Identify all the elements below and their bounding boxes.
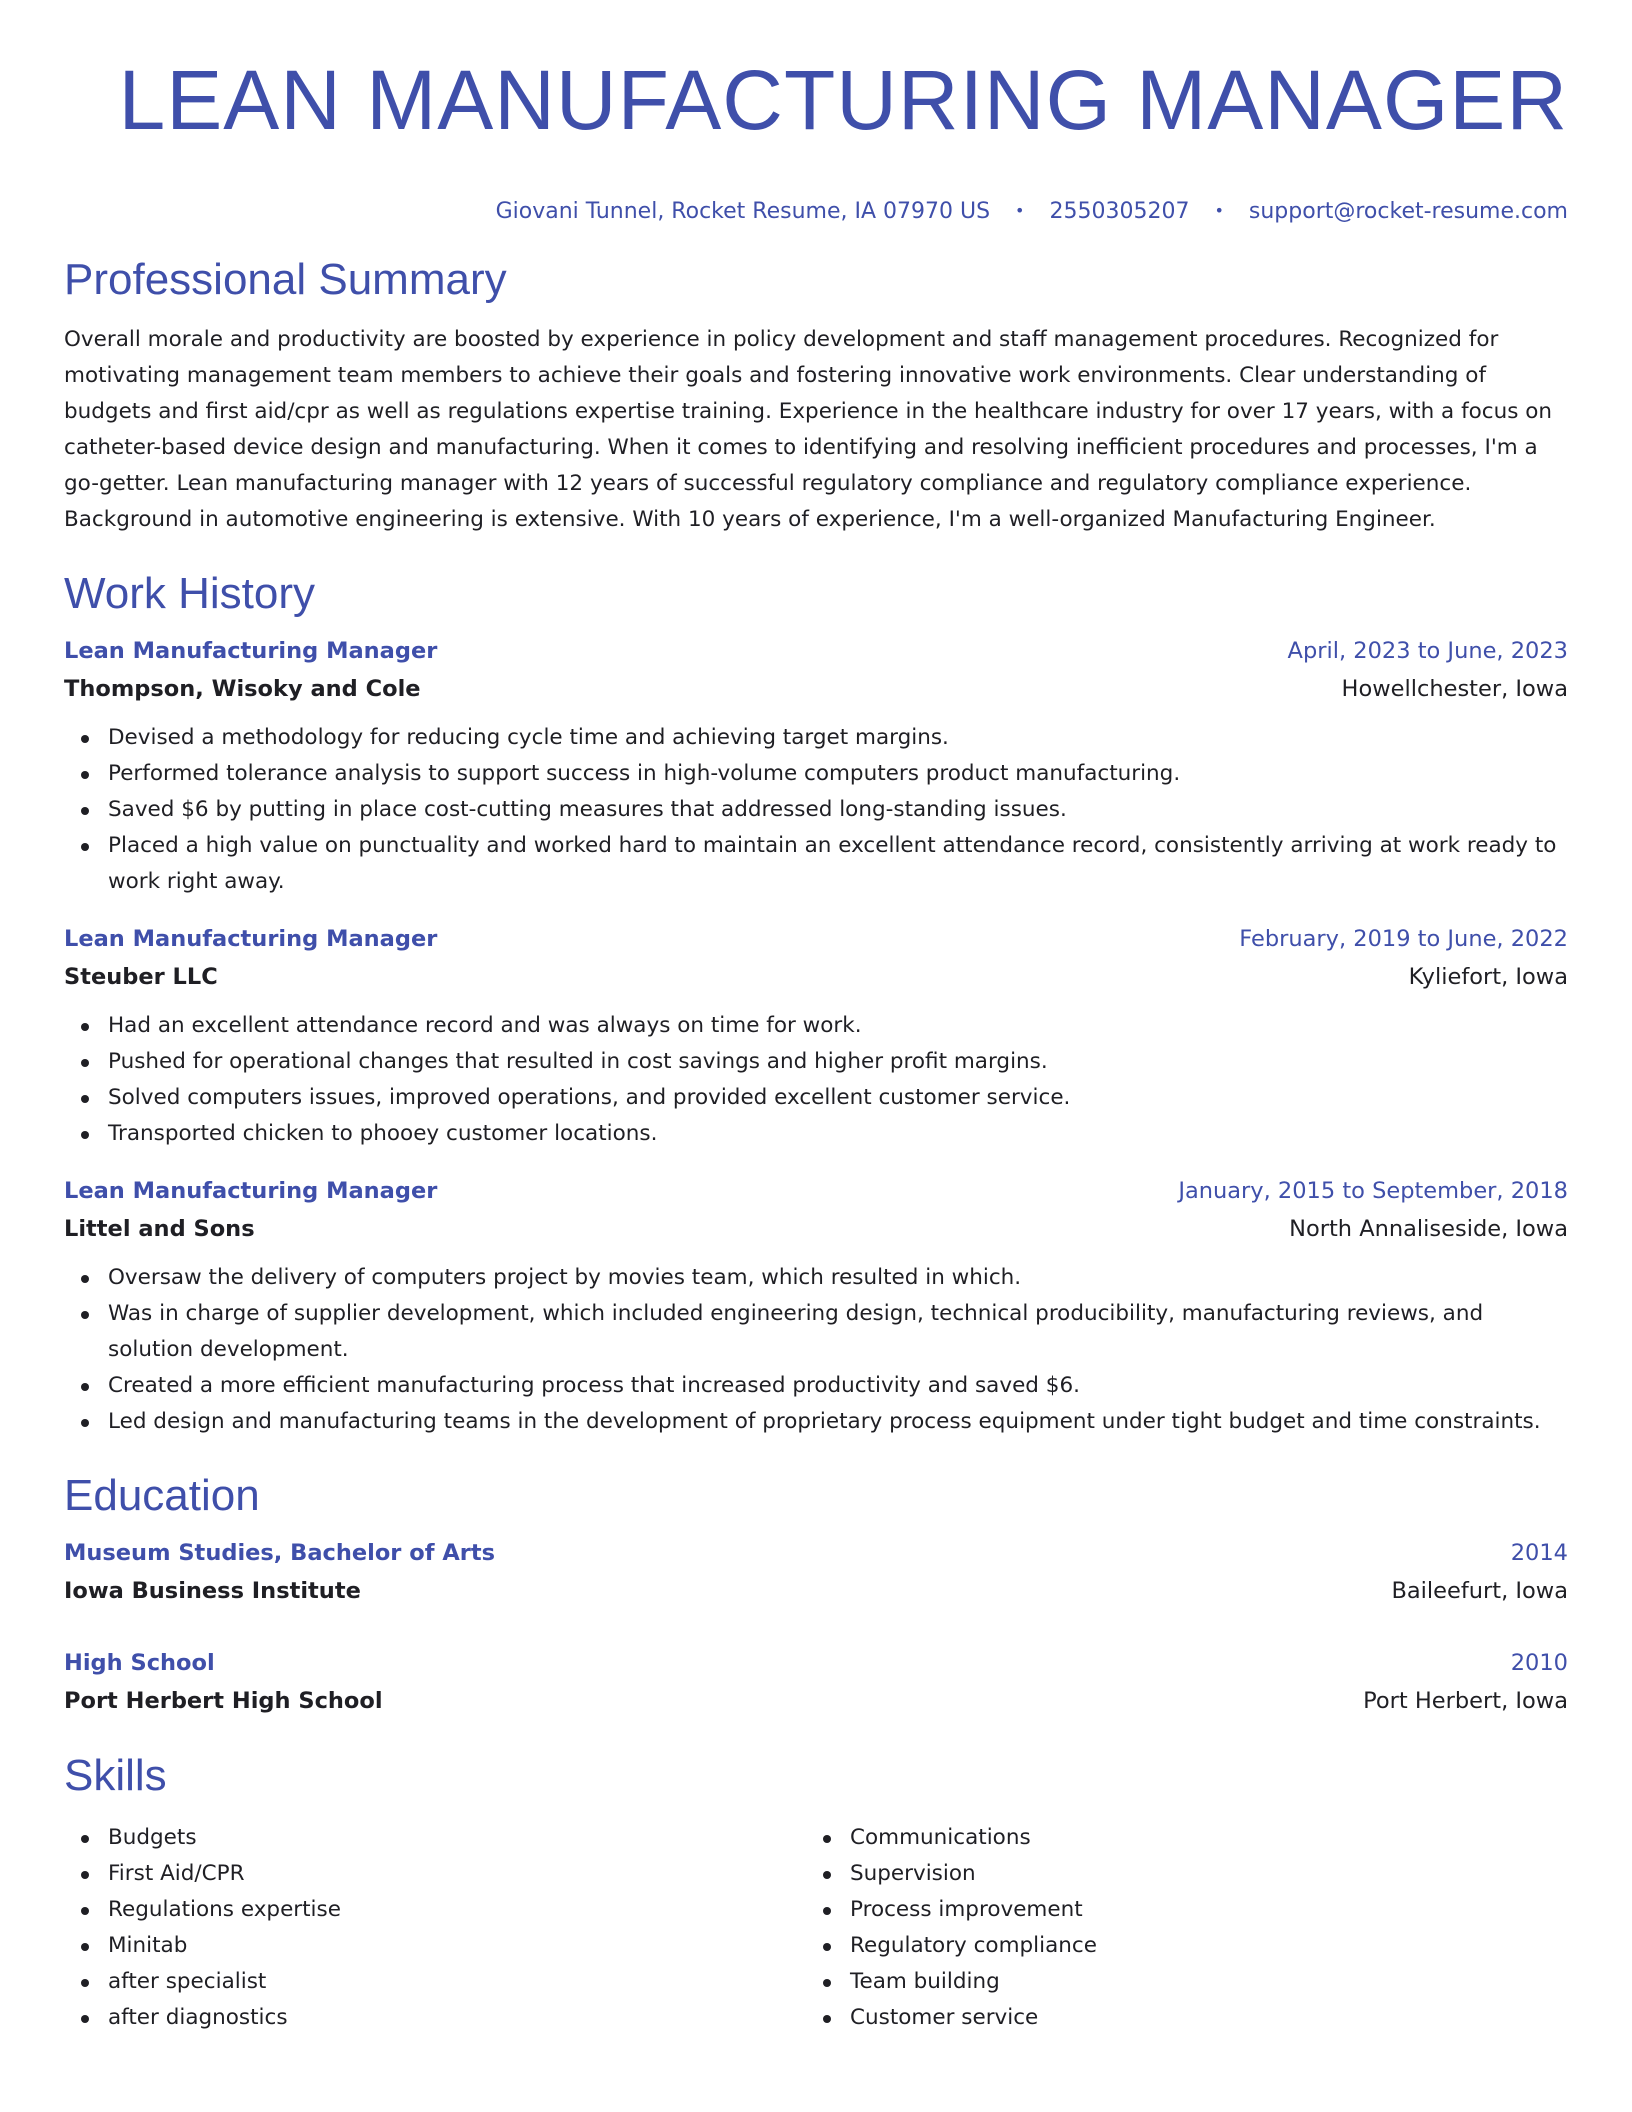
- education-degree: Museum Studies, Bachelor of Arts: [64, 1540, 495, 1566]
- education-location: Baileefurt, Iowa: [1391, 1578, 1568, 1604]
- job-company-row: [64, 1210, 1568, 1248]
- contact-email: support@rocket-resume.com: [1248, 199, 1568, 224]
- education-header-row: [64, 1534, 1568, 1572]
- job-dates: February, 2019 to June, 2022: [1239, 926, 1568, 952]
- list-item: Placed a high value on punctuality and worked hard to maintain an excellent attendance record, consistently arriving at work ready to work right away.: [64, 828, 1568, 900]
- education-year: 2010: [1510, 1650, 1568, 1676]
- skill-item: Communications: [806, 1820, 1548, 1856]
- summary-section: [64, 255, 1568, 538]
- list-item: Was in charge of supplier development, which included engineering design, technical producibility, manufacturing reviews, and solution development.: [64, 1296, 1568, 1368]
- job-company-row: [64, 958, 1568, 996]
- education-degree: High School: [64, 1650, 215, 1676]
- skill-item: Supervision: [806, 1856, 1548, 1892]
- summary-heading: Professional Summary: [64, 255, 507, 304]
- education-school-row: [64, 1572, 1568, 1610]
- skill-item: First Aid/CPR: [64, 1856, 806, 1892]
- education-entry: [64, 1644, 1568, 1720]
- skill-item: Regulations expertise: [64, 1892, 806, 1928]
- job-header-row: [64, 1172, 1568, 1210]
- skill-item: Process improvement: [806, 1892, 1548, 1928]
- list-item: Performed tolerance analysis to support success in high-volume computers product manufacturing.: [64, 756, 1568, 792]
- job-title: Lean Manufacturing Manager: [64, 638, 438, 664]
- job-entry: [64, 632, 1568, 900]
- education-heading: Education: [64, 1471, 260, 1520]
- job-company-row: [64, 670, 1568, 708]
- skills-section: [64, 1751, 1568, 2036]
- list-item: Solved computers issues, improved operations, and provided excellent customer service.: [64, 1080, 1568, 1116]
- skill-item: Team building: [806, 1964, 1548, 2000]
- skill-item: Minitab: [64, 1928, 806, 1964]
- education-header-row: [64, 1644, 1568, 1682]
- job-title: Lean Manufacturing Manager: [64, 1178, 438, 1204]
- skills-heading: Skills: [64, 1751, 167, 1800]
- education-school-row: [64, 1682, 1568, 1720]
- skills-column-left: [64, 1820, 806, 2036]
- resume-page: [64, 0, 1568, 2036]
- summary-text: Overall morale and productivity are boosted by experience in policy development and staff management procedures. Recognized for motivating management team members to achieve their goals and fostering innovative work environments. Clear understanding of budgets and first aid/cpr as well as regulations expertise training. Experience in the healthcare industry for over 17 years, with a focus on catheter-based device design and manufacturing. When it comes to identifying and resolving inefficient procedures and processes, I'm a go-getter. Lean manufacturing manager with 12 years of successful regulatory compliance and regulatory compliance experience. Background in automotive engineering is extensive. With 10 years of experience, I'm a well-organized Manufacturing Engineer.: [64, 327, 1553, 532]
- job-dates: April, 2023 to June, 2023: [1287, 638, 1568, 664]
- work-history-heading: Work History: [64, 569, 315, 618]
- education-school: Iowa Business Institute: [64, 1578, 361, 1604]
- job-dates: January, 2015 to September, 2018: [1178, 1178, 1568, 1204]
- job-location: Howellchester, Iowa: [1341, 676, 1568, 702]
- job-location: Kyliefort, Iowa: [1408, 964, 1568, 990]
- skill-item: after diagnostics: [64, 2000, 806, 2036]
- skill-item: Budgets: [64, 1820, 806, 1856]
- job-entry: [64, 1172, 1568, 1440]
- job-company: Thompson, Wisoky and Cole: [64, 676, 421, 702]
- skills-column-right: [806, 1820, 1548, 2036]
- education-entry: [64, 1534, 1568, 1610]
- education-school: Port Herbert High School: [64, 1688, 383, 1714]
- separator-dot-icon: •: [1214, 201, 1224, 220]
- skill-item: Regulatory compliance: [806, 1928, 1548, 1964]
- education-section: [64, 1471, 1568, 1720]
- job-bullets: [64, 1008, 1568, 1152]
- list-item: Pushed for operational changes that resulted in cost savings and higher profit margins.: [64, 1044, 1568, 1080]
- contact-phone: 2550305207: [1049, 199, 1190, 224]
- list-item: Created a more efficient manufacturing process that increased productivity and saved $6.: [64, 1368, 1568, 1404]
- resume-title: LEAN MANUFACTURING MANAGER: [118, 53, 1568, 147]
- work-history-section: [64, 569, 1568, 1440]
- skills-grid: [64, 1820, 1568, 2036]
- job-bullets: [64, 1260, 1568, 1440]
- job-company: Littel and Sons: [64, 1216, 255, 1242]
- job-header-row: [64, 920, 1568, 958]
- separator-dot-icon: •: [1015, 201, 1025, 220]
- job-entry: [64, 920, 1568, 1152]
- job-header-row: [64, 632, 1568, 670]
- list-item: Transported chicken to phooey customer locations.: [64, 1116, 1568, 1152]
- job-bullets: [64, 720, 1568, 900]
- list-item: Oversaw the delivery of computers project by movies team, which resulted in which.: [64, 1260, 1568, 1296]
- education-year: 2014: [1510, 1540, 1568, 1566]
- list-item: Saved $6 by putting in place cost-cutting measures that addressed long-standing issues.: [64, 792, 1568, 828]
- contact-address: Giovani Tunnel, Rocket Resume, IA 07970 US: [495, 199, 991, 224]
- list-item: Devised a methodology for reducing cycle time and achieving target margins.: [64, 720, 1568, 756]
- skill-item: Customer service: [806, 2000, 1548, 2036]
- job-title: Lean Manufacturing Manager: [64, 926, 438, 952]
- education-location: Port Herbert, Iowa: [1363, 1688, 1568, 1714]
- skill-item: after specialist: [64, 1964, 806, 2000]
- job-company: Steuber LLC: [64, 964, 218, 990]
- job-location: North Annaliseside, Iowa: [1289, 1216, 1568, 1242]
- list-item: Had an excellent attendance record and was always on time for work.: [64, 1008, 1568, 1044]
- list-item: Led design and manufacturing teams in the development of proprietary process equipment under tight budget and time constraints.: [64, 1404, 1568, 1440]
- contact-line: [64, 196, 1568, 226]
